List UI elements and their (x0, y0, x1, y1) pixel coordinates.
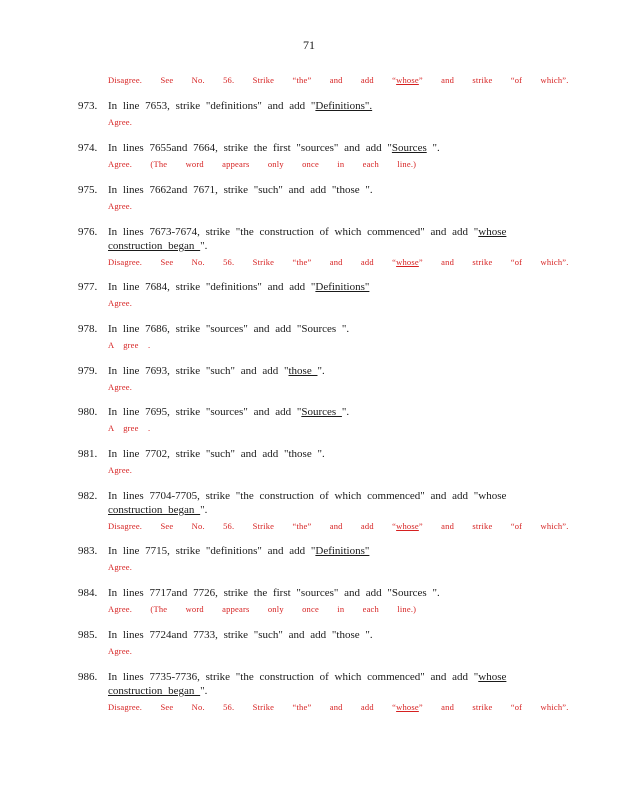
item-note: Agree. (108, 382, 133, 392)
item-text: In line 7684, strike "definitions" and add "Definitions" (108, 281, 370, 293)
item-text-line2: construction began ". (108, 685, 208, 697)
item-number: 981. (78, 448, 98, 460)
item-text: In line 7686, strike "sources" and add "Sources ". (108, 323, 350, 335)
item-text: In line 7653, strike "definitions" and add "Definitions". (108, 100, 373, 112)
item-text: In lines 7717and 7726, strike the first "sources" and add "Sources ". (108, 587, 440, 599)
item-number: 983. (78, 545, 98, 557)
item-number: 986. (78, 671, 98, 683)
item-text: In lines 7662and 7671, strike "such" and add "those ". (108, 184, 373, 196)
item-note: Agree. (108, 465, 133, 475)
item-note: Agree. (The word appears only once in each line.) (108, 159, 417, 169)
item-number: 980. (78, 406, 98, 418)
item-number: 973. (78, 100, 98, 112)
item-note: Disagree. See No. 56. Strike “the” and add “whose” and strike “of which”. (108, 702, 569, 712)
item-text-line2: construction began ". (108, 504, 208, 516)
item-number: 985. (78, 629, 98, 641)
item-number: 982. (78, 490, 98, 502)
item-number: 976. (78, 226, 98, 238)
item-note: A gree . (108, 423, 151, 433)
item-note: A gree . (108, 340, 151, 350)
page-number: 71 (303, 38, 315, 52)
item-note: Agree. (The word appears only once in each line.) (108, 604, 417, 614)
item-text: In lines 7704-7705, strike "the construction of which commenced" and add "whose (108, 490, 507, 502)
item-note: Disagree. See No. 56. Strike “the” and add “whose” and strike “of which”. (108, 257, 569, 267)
item-note: Agree. (108, 117, 133, 127)
item-number: 984. (78, 587, 98, 599)
top-note: Disagree. See No. 56. Strike “the” and add “whose” and strike “of which”. (108, 75, 569, 85)
item-note: Agree. (108, 201, 133, 211)
item-text: In line 7715, strike "definitions" and add "Definitions" (108, 545, 370, 557)
item-note: Agree. (108, 298, 133, 308)
item-text: In line 7693, strike "such" and add "those ". (108, 365, 325, 377)
item-text: In line 7695, strike "sources" and add "Sources ". (108, 406, 350, 418)
item-text-line2: construction began ". (108, 240, 208, 252)
item-text: In line 7702, strike "such" and add "those ". (108, 448, 325, 460)
item-text: In lines 7673-7674, strike "the construction of which commenced" and add "whose (108, 226, 507, 238)
item-number: 977. (78, 281, 98, 293)
item-number: 974. (78, 142, 98, 154)
item-text: In lines 7724and 7733, strike "such" and add "those ". (108, 629, 373, 641)
item-number: 975. (78, 184, 98, 196)
item-text: In lines 7655and 7664, strike the first "sources" and add "Sources ". (108, 142, 440, 154)
item-number: 979. (78, 365, 98, 377)
item-note: Disagree. See No. 56. Strike “the” and add “whose” and strike “of which”. (108, 521, 569, 531)
item-note: Agree. (108, 562, 133, 572)
item-note: Agree. (108, 646, 133, 656)
item-number: 978. (78, 323, 98, 335)
item-text: In lines 7735-7736, strike "the construction of which commenced" and add "whose (108, 671, 507, 683)
